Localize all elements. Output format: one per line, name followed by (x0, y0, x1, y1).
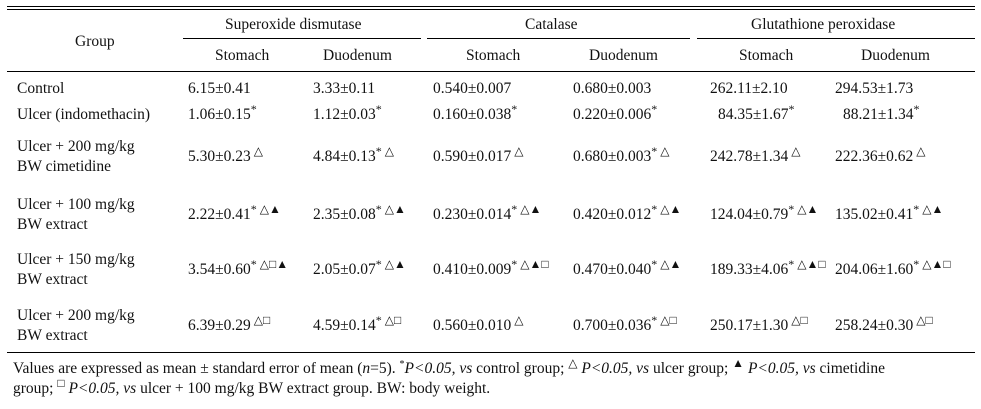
significance-marks: △ (511, 313, 524, 327)
row-group-label: BW extract (17, 327, 88, 344)
cell-value: 204.06±1.60 (835, 261, 914, 278)
cell-value: 189.33±4.06 (710, 261, 789, 278)
enzyme-header-catalase: Catalase (525, 16, 578, 33)
significance-marks: * (651, 102, 658, 116)
significance-marks: △ (788, 144, 801, 158)
cell-value: 1.06±0.15 (188, 106, 251, 123)
cell-value: 242.78±1.34 (710, 148, 789, 165)
enzyme-header-gpx: Glutathione peroxidase (751, 16, 896, 33)
subheader-sod-stomach: Stomach (215, 47, 270, 64)
subheader-gpx-stomach: Stomach (739, 47, 794, 64)
row-group-label: Ulcer + 200 mg/kg (17, 307, 135, 324)
table-cell (835, 257, 951, 279)
cell-value: 4.84±0.13 (313, 148, 376, 165)
cell-value: 0.160±0.038 (433, 106, 512, 123)
top-rule-double (7, 9, 975, 10)
table-cell (313, 257, 406, 279)
significance-marks: * △▲□ (511, 257, 549, 271)
cell-value: 258.24±0.30 (835, 317, 914, 334)
cell-value: 0.420±0.012 (573, 206, 652, 223)
row-group-label: Ulcer (indomethacin) (17, 106, 150, 123)
table-cell (573, 202, 682, 224)
cell-value: 0.230±0.014 (433, 206, 512, 223)
table-cell (573, 313, 677, 335)
table-cell (433, 313, 524, 335)
subheader-cat-duodenum: Duodenum (589, 47, 658, 64)
table-cell (433, 102, 518, 124)
table-cell (433, 202, 542, 224)
cell-value: 0.220±0.006 (573, 106, 652, 123)
table-cell (573, 257, 682, 279)
enzyme-header-sod: Superoxide dismutase (225, 16, 362, 33)
significance-marks: * △▲ (375, 202, 406, 216)
row-group-label: BW extract (17, 216, 88, 233)
table-cell (835, 202, 944, 224)
cell-value: 5.30±0.23 (188, 148, 251, 165)
significance-marks: * (788, 102, 795, 116)
gpx-underline (697, 38, 975, 39)
significance-marks: △ (511, 144, 524, 158)
cell-value: 2.35±0.08 (313, 206, 376, 223)
cell-value: 262.11±2.10 (710, 80, 788, 97)
cell-value: 88.21±1.34 (843, 106, 914, 123)
cell-value: 2.22±0.41 (188, 206, 251, 223)
significance-marks: * (913, 102, 920, 116)
cell-value: 294.53±1.73 (835, 80, 914, 97)
table-cell (573, 80, 651, 98)
subheader-cat-stomach: Stomach (466, 47, 521, 64)
significance-marks: △□ (913, 313, 933, 327)
footnote-line-1: Values are expressed as mean ± standard error of mean (n=5). *P<0.05, vs control group; △ P<0.05, vs ulcer group; ▲ P<0.05, vs cimetidine (13, 356, 885, 377)
significance-marks: △ (250, 144, 263, 158)
table-cell (843, 102, 920, 124)
significance-marks: * △ (651, 144, 670, 158)
group-header: Group (75, 33, 115, 50)
significance-marks: * (511, 102, 518, 116)
top-rule (7, 6, 975, 7)
row-group-label: Ulcer + 100 mg/kg (17, 196, 135, 213)
significance-marks: * △▲ (788, 202, 819, 216)
subheader-sod-duodenum: Duodenum (323, 47, 392, 64)
table-cell (710, 313, 808, 335)
significance-marks: * △▲ (250, 202, 281, 216)
table-cell (188, 102, 257, 124)
row-group-label: Ulcer + 200 mg/kg (17, 138, 135, 155)
cell-value: 222.36±0.62 (835, 148, 914, 165)
table-cell (710, 80, 788, 98)
cell-value: 4.59±0.14 (313, 317, 376, 334)
cell-value: 0.470±0.040 (573, 261, 652, 278)
cell-value: 3.33±0.11 (313, 80, 376, 97)
significance-marks: * △▲ (651, 257, 682, 271)
table-cell (710, 202, 819, 224)
significance-marks: * △▲□ (913, 257, 951, 271)
row-group-label: BW cimetidine (17, 158, 111, 175)
cell-value: 3.54±0.60 (188, 261, 251, 278)
significance-marks: * △▲□ (788, 257, 826, 271)
significance-marks: △□ (250, 313, 271, 327)
table-cell (835, 80, 913, 98)
row-group-label: BW extract (17, 271, 88, 288)
significance-marks: * △□ (375, 313, 402, 327)
table-cell (188, 257, 289, 279)
significance-marks: * △▲ (375, 257, 406, 271)
cell-value: 1.12±0.03 (313, 106, 376, 123)
footnote-line-2: group; □ P<0.05, vs ulcer + 100 mg/kg BW extract group. BW: body weight. (13, 376, 491, 397)
significance-marks: * (375, 102, 382, 116)
table-cell (433, 144, 524, 166)
cell-value: 6.15±0.41 (188, 80, 251, 97)
catalase-underline (427, 38, 690, 39)
table-cell (573, 102, 658, 124)
subheader-gpx-duodenum: Duodenum (861, 47, 930, 64)
table-cell (313, 144, 394, 166)
table-cell (188, 80, 251, 98)
row-group-label: Ulcer + 150 mg/kg (17, 251, 135, 268)
cell-value: 0.410±0.009 (433, 261, 512, 278)
significance-marks: * △▲ (511, 202, 542, 216)
significance-marks: * △□▲ (250, 257, 289, 271)
table-cell (313, 102, 382, 124)
cell-value: 0.590±0.017 (433, 148, 512, 165)
table-cell (188, 202, 281, 224)
cell-value: 250.17±1.30 (710, 317, 789, 334)
cell-value: 0.680±0.003 (573, 80, 652, 97)
cell-value: 124.04±0.79 (710, 206, 789, 223)
table-cell (835, 313, 933, 335)
significance-marks: * △ (375, 144, 394, 158)
table-cell (433, 257, 549, 279)
row-group-label: Control (17, 80, 65, 97)
cell-value: 0.540±0.007 (433, 80, 512, 97)
significance-marks: △ (913, 144, 926, 158)
cell-value: 0.560±0.010 (433, 317, 512, 334)
header-rule (7, 71, 975, 72)
table-cell (433, 80, 511, 98)
footnote (13, 356, 973, 399)
significance-marks: △□ (788, 313, 808, 327)
table-cell (188, 313, 271, 335)
table-cell (710, 257, 826, 279)
significance-marks: * △□ (651, 313, 677, 327)
table-cell (710, 144, 801, 166)
table-cell (835, 144, 926, 166)
table-cell (313, 313, 402, 335)
significance-marks: * (250, 102, 257, 116)
table-cell (313, 80, 375, 98)
table-cell (718, 102, 795, 124)
cell-value: 84.35±1.67 (718, 106, 789, 123)
significance-marks: * △▲ (913, 202, 944, 216)
cell-value: 0.700±0.036 (573, 317, 652, 334)
cell-value: 2.05±0.07 (313, 261, 376, 278)
table-cell (313, 202, 406, 224)
table-cell (188, 144, 263, 166)
bottom-rule (7, 352, 975, 353)
cell-value: 6.39±0.29 (188, 317, 251, 334)
sod-underline (183, 38, 421, 39)
significance-marks: * △▲ (651, 202, 682, 216)
table-cell (573, 144, 670, 166)
cell-value: 0.680±0.003 (573, 148, 652, 165)
cell-value: 135.02±0.41 (835, 206, 914, 223)
